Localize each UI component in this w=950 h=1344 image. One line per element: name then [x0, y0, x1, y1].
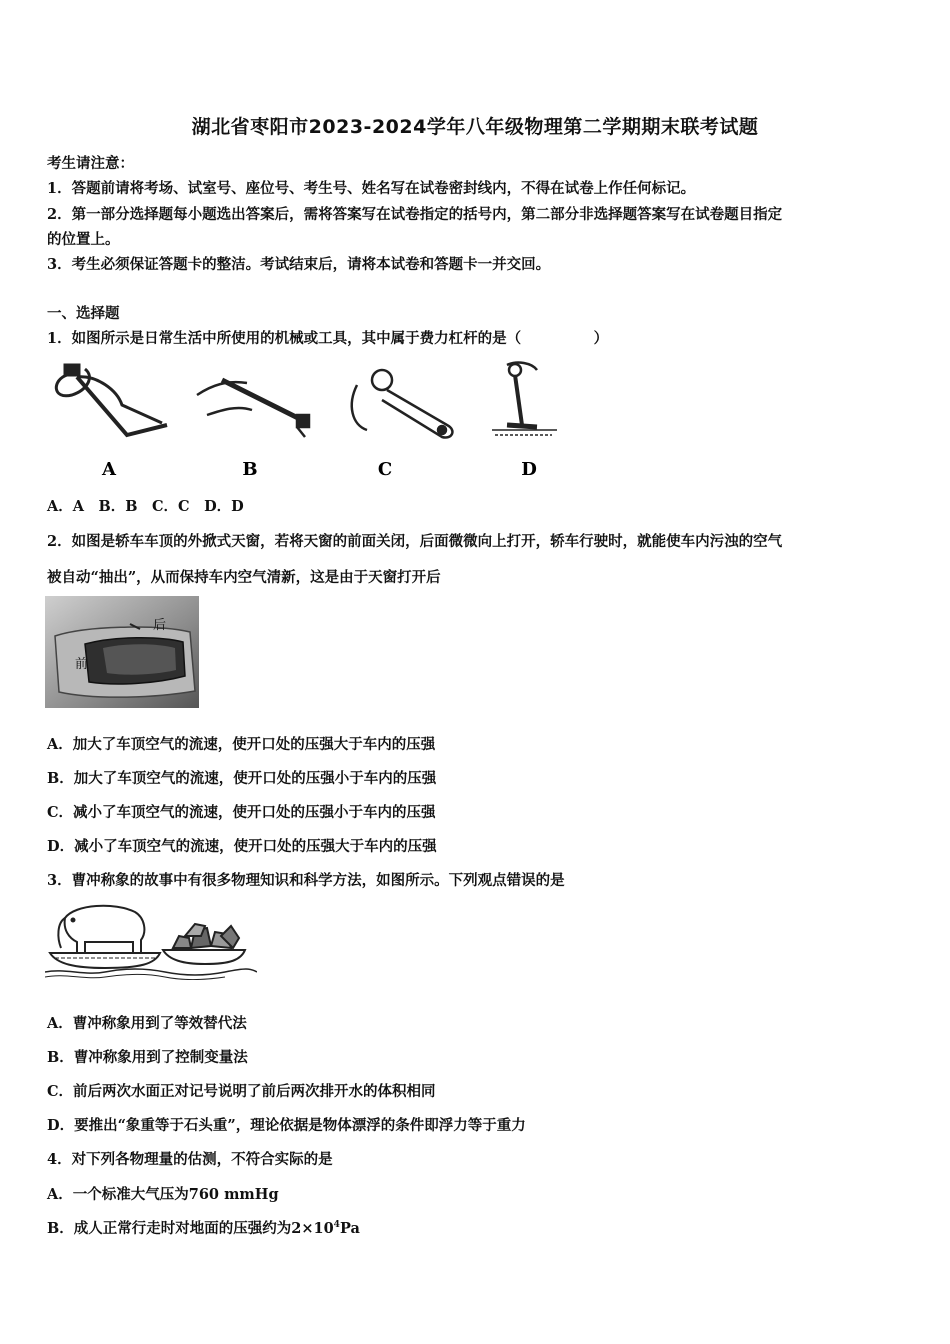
elephant-icon	[65, 906, 145, 953]
q3-figure-elephant-boats	[45, 898, 257, 980]
q1-label-b: B	[242, 459, 258, 480]
q2-stem-2: 被自动“抽出”，从而保持车内空气清新，这是由于天窗打开后	[47, 569, 441, 586]
q3-option-c: C．前后两次水面正对记号说明了前后两次排开水的体积相同	[47, 1083, 436, 1100]
q4-option-b	[47, 1217, 360, 1238]
q4-stem: 4．对下列各物理量的估测，不符合实际的是	[47, 1151, 333, 1168]
q3-option-a: A．曹冲称象用到了等效替代法	[47, 1015, 247, 1032]
notice-item-1: 1．答题前请将考场、试室号、座位号、考生号、姓名写在试卷密封线内，不得在试卷上作任何标记。	[47, 180, 696, 197]
q2-label-back: 后	[153, 618, 167, 633]
q4-option-b-exponent: 4	[333, 1220, 340, 1231]
notice-item-3: 3．考生必须保证答题卡的整洁。考试结束后，请将本试卷和答题卡一并交回。	[47, 256, 551, 273]
notice-item-2-cont: 的位置上。	[47, 231, 120, 248]
section-title: 一、选择题	[47, 305, 120, 322]
q2-stem-1: 2．如图是轿车车顶的外掀式天窗，若将天窗的前面关闭，后面微微向上打开，轿车行驶时，就能使车内污浊的空气	[47, 533, 783, 550]
q4-option-b-unit: Pa	[339, 1220, 360, 1237]
boat-1	[50, 953, 160, 968]
q1-stem: 1．如图所示是日常生活中所使用的机械或工具，其中属于费力杠杆的是（ ）	[47, 330, 609, 347]
q2-option-c: C．减小了车顶空气的流速，使开口处的压强小于车内的压强	[47, 804, 436, 821]
q2-label-front: 前	[75, 657, 89, 672]
q1-options: A．A B．B C．C D．D	[47, 498, 244, 515]
q1-figure-tools	[47, 355, 567, 485]
q3-option-d: D．要推出“象重等于石头重”，理论依据是物体漂浮的条件即浮力等于重力	[47, 1117, 526, 1134]
q1-label-c: C	[377, 459, 393, 480]
notice-heading: 考生请注意：	[47, 155, 134, 172]
q2-option-b: B．加大了车顶空气的流速，使开口处的压强小于车内的压强	[47, 770, 437, 787]
page-title: 湖北省枣阳市2023-2024学年八年级物理第二学期期末联考试题	[191, 116, 759, 138]
q3-stem: 3．曹冲称象的故事中有很多物理知识和科学方法，如图所示。下列观点错误的是	[47, 872, 565, 889]
tool-b-hand-tool	[197, 380, 309, 437]
notice-item-2: 2．第一部分选择题每小题选出答案后，需将答案写在试卷指定的括号内，第二部分非选择题答案写在试卷题目指定	[47, 206, 783, 223]
stones	[173, 924, 239, 948]
q4-option-a: A．一个标准大气压为760 mmHg	[47, 1186, 279, 1203]
q1-label-d: D	[521, 459, 537, 480]
tool-c-bottle-opener	[352, 370, 453, 438]
q2-option-a: A．加大了车顶空气的流速，使开口处的压强大于车内的压强	[47, 736, 436, 753]
q2-figure-sunroof	[45, 596, 199, 708]
q3-option-b: B．曹冲称象用到了控制变量法	[47, 1049, 248, 1066]
q4-option-b-text: B．成人正常行走时对地面的压强约为2×10	[47, 1220, 334, 1237]
tool-d-lever	[492, 363, 557, 435]
q1-label-a: A	[102, 459, 116, 480]
tool-a-pincers	[56, 365, 167, 435]
boat-2	[163, 950, 245, 964]
q2-option-d: D．减小了车顶空气的流速，使开口处的压强大于车内的压强	[47, 838, 437, 855]
